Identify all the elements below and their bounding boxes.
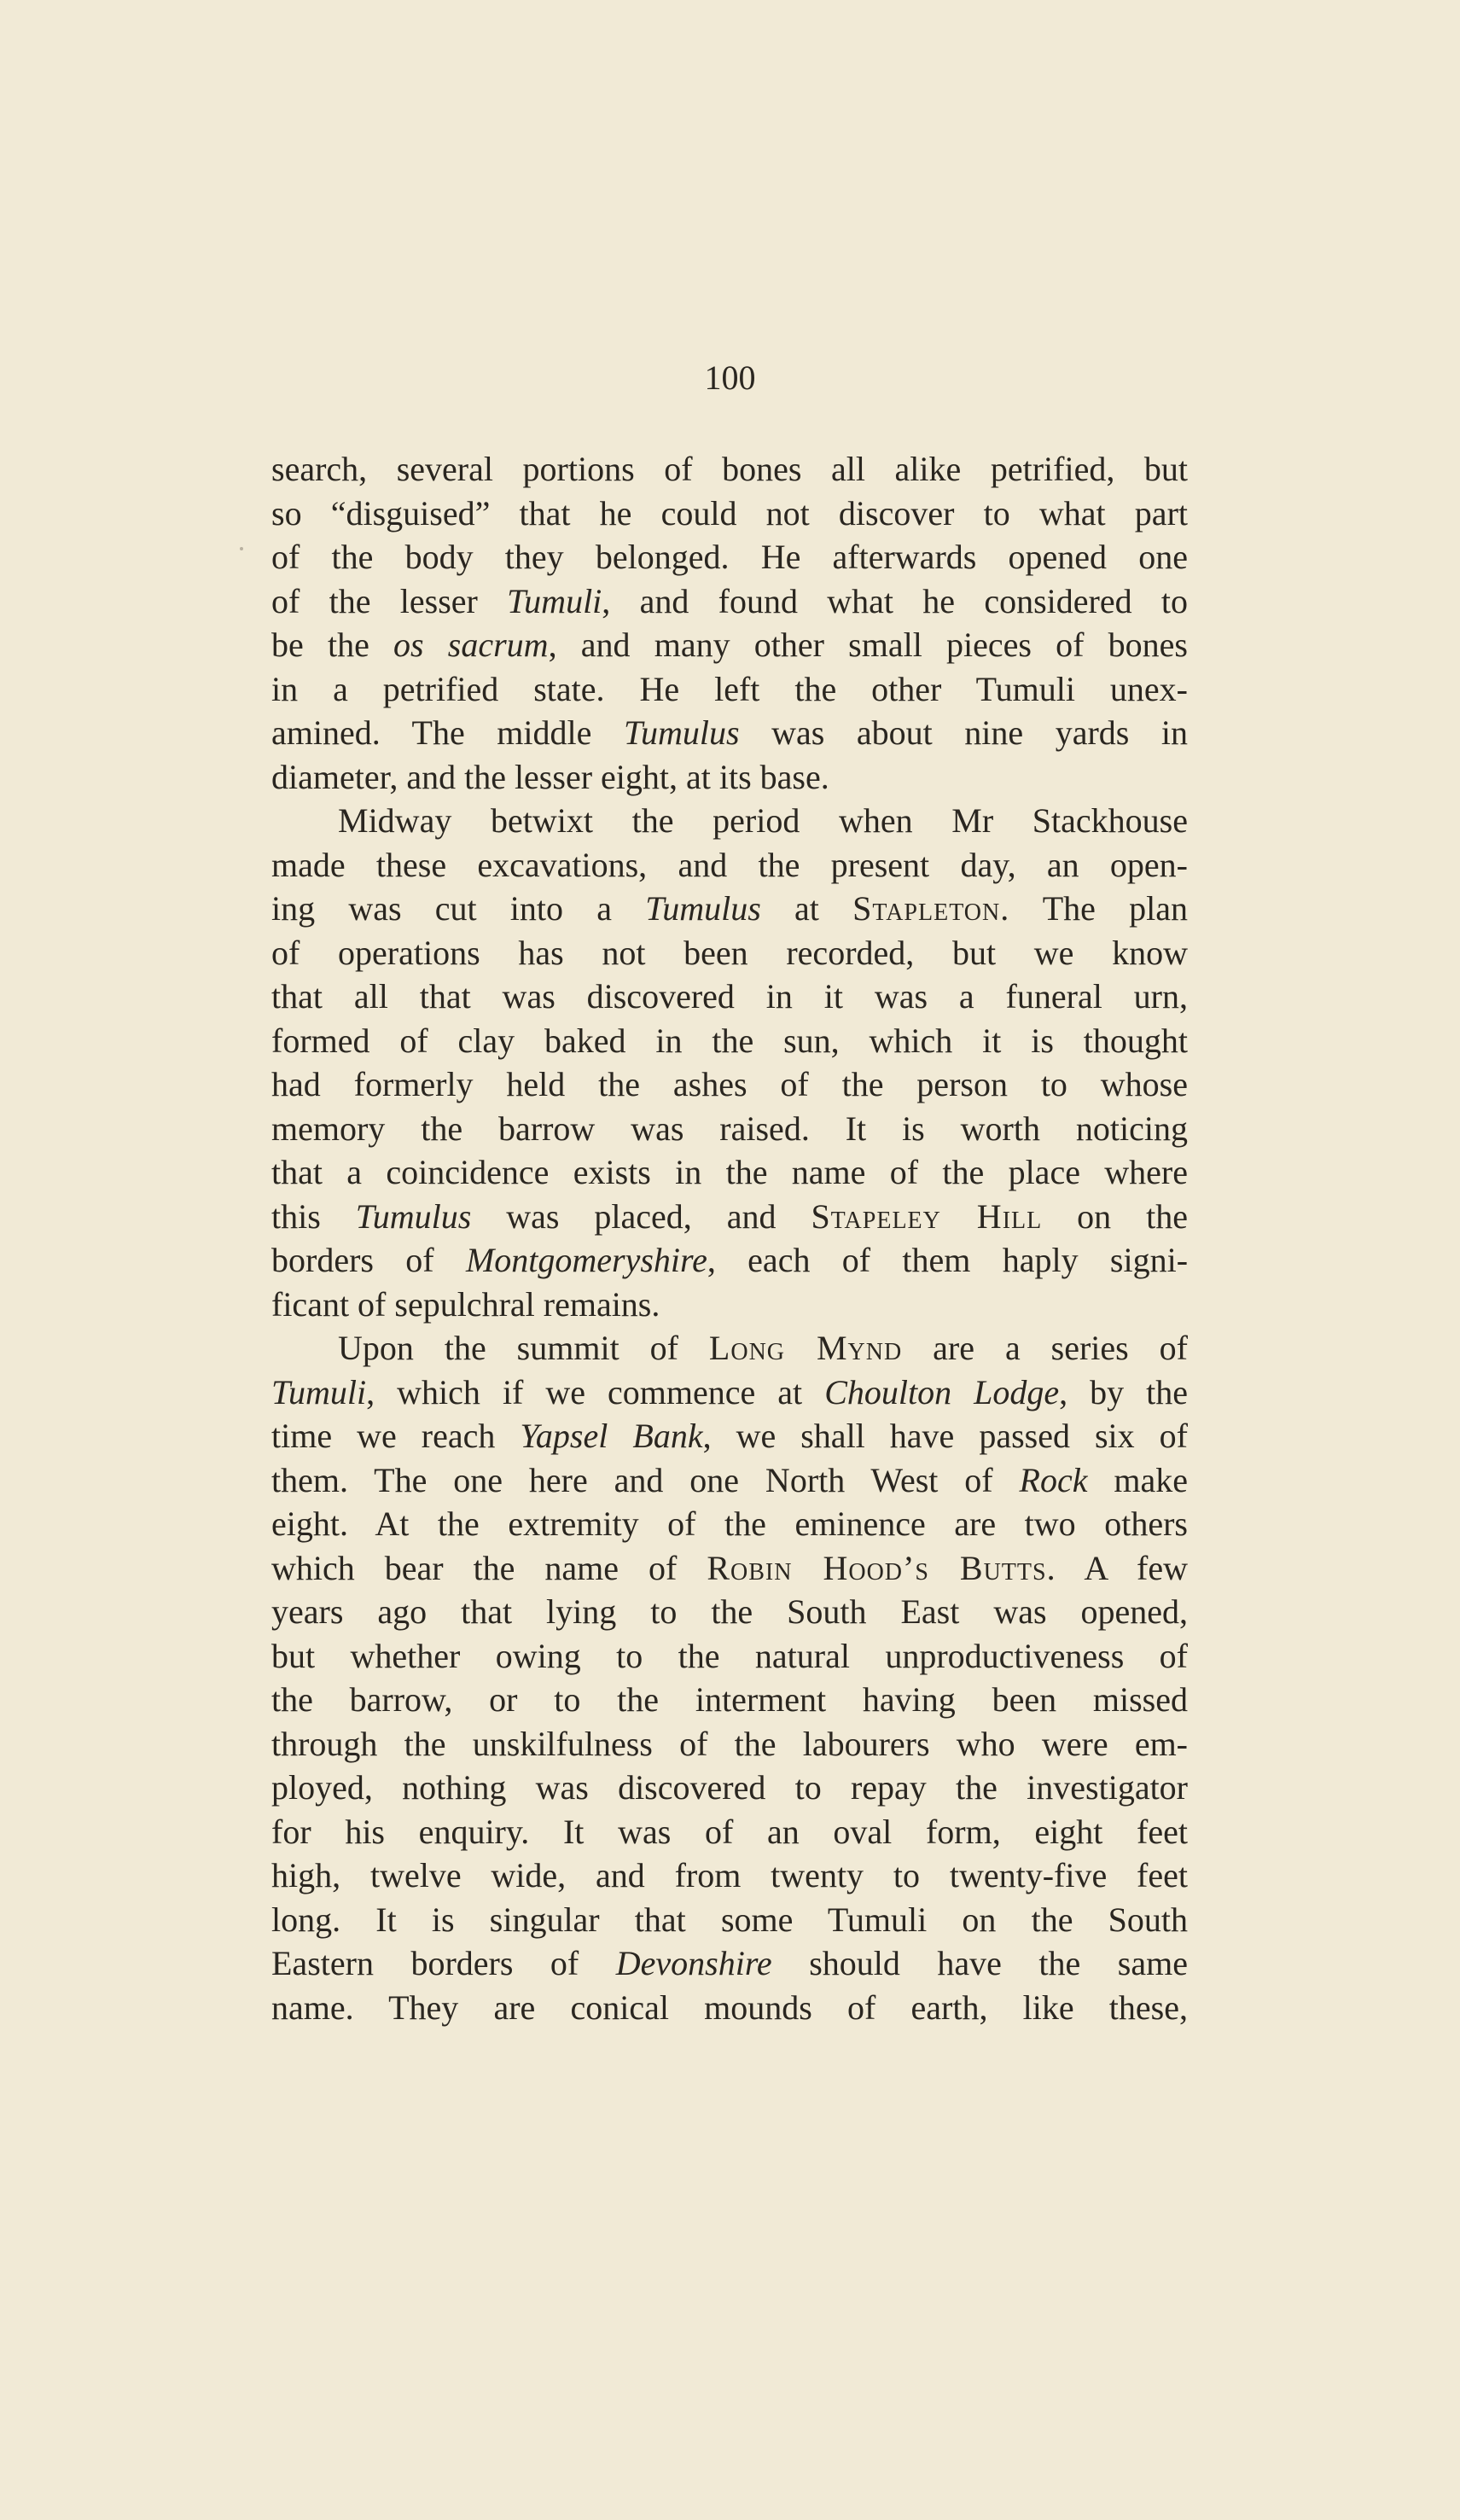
text-segment: of the lesser [271, 581, 508, 620]
text-segment: on the [1042, 1196, 1188, 1236]
text-segment: , we shall have passed six of [702, 1417, 1188, 1455]
text-line [271, 1107, 1188, 1151]
text-line [271, 1502, 1188, 1546]
italic-text: Tumuli [271, 1372, 367, 1411]
text-segment: A few [1056, 1548, 1189, 1587]
text-segment: are a series of [902, 1329, 1188, 1367]
text-segment: search, several portions of bones all alike petrified, but [271, 450, 1188, 488]
text-line [271, 1195, 1188, 1239]
text-segment: ficant of sepulchral remains. [271, 1284, 660, 1324]
text-line [271, 1326, 1188, 1371]
text-line [271, 711, 1188, 755]
italic-text: Tumulus [645, 889, 761, 928]
text-line [271, 1854, 1188, 1898]
text-segment: formed of clay baked in the sun, which it is thought [271, 1021, 1188, 1060]
text-line [271, 843, 1188, 888]
text-segment: high, twelve wide, and from twenty to twenty-five feet [271, 1856, 1188, 1894]
italic-text: Tumuli [507, 581, 602, 620]
text-line [271, 1766, 1188, 1810]
text-line [271, 755, 1188, 800]
text-line [271, 931, 1188, 975]
text-segment: amined. The middle [271, 713, 624, 752]
text-segment: memory the barrow was raised. It is worth noticing [271, 1109, 1188, 1148]
italic-text: Yapsel Bank [520, 1417, 703, 1455]
text-segment: the barrow, or to the interment having been missed [271, 1680, 1188, 1719]
text-line [271, 667, 1188, 712]
text-segment: but whether owing to the natural unproductiveness of [271, 1636, 1188, 1675]
text-segment: was about nine yards in [739, 713, 1189, 752]
italic-text: Tumulus [623, 713, 740, 752]
text-segment: that a coincidence exists in the name of the place where [271, 1153, 1188, 1191]
italic-text: Tumulus [355, 1196, 472, 1236]
text-segment: ing was cut into a [271, 889, 646, 928]
text-segment: , and found what he considered to [602, 581, 1188, 620]
text-segment: , each of them haply signi- [707, 1241, 1189, 1279]
text-segment: in a petrified state. He left the other Tumuli unex- [271, 669, 1188, 708]
text-line [271, 1062, 1188, 1107]
text-segment: of the body they belonged. He afterwards opened one [271, 538, 1188, 576]
text-segment: The plan [1009, 889, 1188, 928]
text-line [271, 1546, 1188, 1591]
italic-text: os sacrum [393, 626, 549, 664]
text-line [271, 447, 1188, 492]
text-line [271, 1722, 1188, 1766]
text-line [271, 492, 1188, 536]
text-segment: long. It is singular that some Tumuli on the South [271, 1900, 1188, 1939]
text-segment: that all that was discovered in it was a funeral urn, [271, 977, 1188, 1016]
text-segment: was placed, and [471, 1196, 811, 1236]
text-segment: , and many other small pieces of bones [548, 626, 1188, 664]
text-line [271, 1283, 1188, 1327]
text-line [271, 535, 1188, 579]
small-caps-text: Stapeley Hill [811, 1196, 1043, 1236]
text-segment: , by the [1059, 1372, 1189, 1411]
margin-mark [240, 547, 243, 550]
text-line [271, 1810, 1188, 1854]
text-line [271, 1678, 1188, 1722]
italic-text: Montgomeryshire [465, 1241, 707, 1279]
text-segment: name. They are conical mounds of earth, like these, [271, 1987, 1188, 2027]
text-segment: borders of [271, 1241, 466, 1279]
text-segment: at [760, 889, 853, 928]
text-segment: for his enquiry. It was of an oval form, eight feet [271, 1812, 1188, 1851]
text-segment: , which if we commence at [366, 1372, 825, 1411]
text-line [271, 1590, 1188, 1634]
text-line [271, 1150, 1188, 1195]
text-segment: them. The one here and one North West of [271, 1460, 1020, 1499]
text-line [271, 887, 1188, 931]
text-line [271, 1371, 1188, 1415]
text-line [271, 1941, 1188, 1986]
text-line [271, 1986, 1188, 2030]
italic-text: Devonshire [615, 1944, 772, 1982]
text-segment: so “disguised” that he could not discover to what part [271, 493, 1188, 533]
text-segment: this [271, 1196, 356, 1236]
text-line [271, 623, 1188, 667]
text-line [271, 1238, 1188, 1283]
text-line [271, 1458, 1188, 1503]
text-line [271, 1414, 1188, 1458]
text-segment: diameter, and the lesser eight, at its base. [271, 757, 829, 796]
italic-text: Rock [1019, 1460, 1088, 1499]
text-segment: time we reach [271, 1417, 521, 1455]
text-segment: ployed, nothing was discovered to repay the investigator [271, 1768, 1188, 1807]
body-text [271, 447, 1188, 2029]
text-segment: Midway betwixt the period when Mr Stackhouse [338, 801, 1188, 840]
text-segment: had formerly held the ashes of the person to whose [271, 1065, 1188, 1103]
text-line [271, 1634, 1188, 1679]
text-line [271, 1019, 1188, 1063]
small-caps-text: Robin Hood’s Butts. [707, 1548, 1056, 1587]
text-segment: years ago that lying to the South East was opened, [271, 1592, 1188, 1631]
text-segment: made these excavations, and the present day, an open- [271, 845, 1188, 884]
text-segment: through the unskilfulness of the labourers who were em- [271, 1724, 1188, 1763]
small-caps-text: Long Mynd [708, 1329, 903, 1367]
text-segment: Upon the summit of [338, 1329, 709, 1367]
text-segment: eight. At the extremity of the eminence are two others [271, 1504, 1188, 1543]
text-segment: be the [271, 626, 394, 664]
text-segment: should have the same [771, 1944, 1188, 1982]
text-segment: make [1087, 1460, 1189, 1499]
text-line [271, 579, 1188, 624]
text-line [271, 1898, 1188, 1942]
small-caps-text: Stapleton. [852, 889, 1010, 928]
page-number: 100 [704, 358, 756, 397]
text-line [271, 975, 1188, 1019]
text-segment: Eastern borders of [271, 1944, 616, 1982]
italic-text: Choulton Lodge [824, 1372, 1060, 1411]
text-segment: of operations has not been recorded, but we know [271, 933, 1188, 972]
text-segment: which bear the name of [271, 1548, 707, 1587]
text-line [271, 799, 1188, 843]
